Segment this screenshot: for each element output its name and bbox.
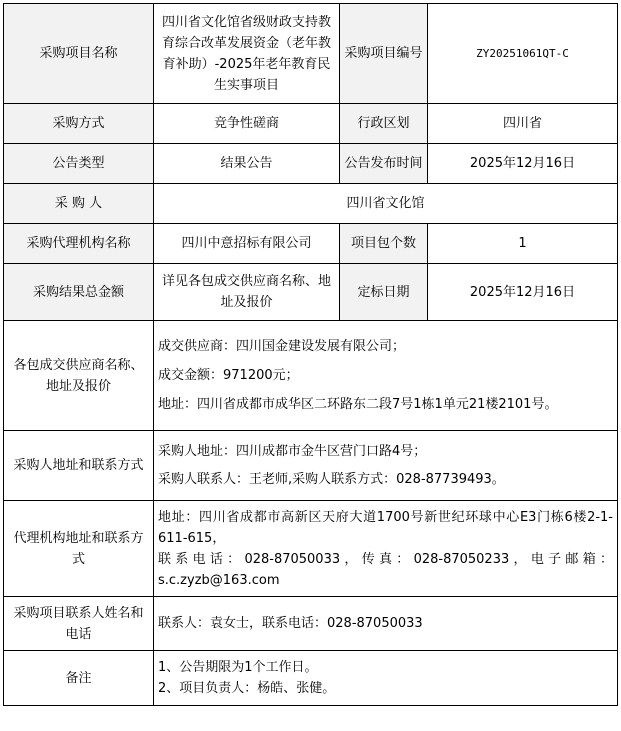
row-agency bbox=[4, 224, 618, 264]
purchaser-contact-label: 采购人地址和联系方式 bbox=[4, 431, 154, 501]
row-remarks bbox=[4, 651, 618, 706]
row-notice-type bbox=[4, 144, 618, 184]
row-method bbox=[4, 104, 618, 144]
region-label: 行政区划 bbox=[340, 104, 428, 144]
agency-contact-label: 代理机构地址和联系方式 bbox=[4, 501, 154, 597]
total-label: 采购结果总金额 bbox=[4, 264, 154, 321]
notice-type-label: 公告类型 bbox=[4, 144, 154, 184]
purchaser-address: 采购人地址：四川成都市金牛区营门口路4号； bbox=[158, 443, 427, 459]
award-date-label: 定标日期 bbox=[340, 264, 428, 321]
agency-phone-fax-email: 联系电话：028-87050033，传真：028-87050233，电子邮箱：s.c.zyzb@163.com bbox=[158, 551, 613, 588]
supplier-amount: 成交金额：971200元； bbox=[158, 368, 299, 383]
row-agency-contact bbox=[4, 501, 618, 597]
total-value: 详见各包成交供应商名称、地址及报价 bbox=[154, 264, 340, 321]
agency-label: 采购代理机构名称 bbox=[4, 224, 154, 264]
supplier-name: 成交供应商：四川国金建设发展有限公司； bbox=[158, 339, 406, 354]
purchaser-phone: 采购人联系人：王老师,采购人联系方式：028-87739493。 bbox=[158, 471, 505, 487]
row-purchaser-contact bbox=[4, 431, 618, 501]
project-name-value: 四川省文化馆省级财政支持教育综合改革发展资金（老年教育补助）-2025年老年教育民生实事项目 bbox=[154, 4, 340, 104]
project-contact-value: 联系人：袁女士，联系电话：028-87050033 bbox=[154, 597, 618, 651]
agency-contact-details bbox=[154, 501, 618, 597]
purchaser-value: 四川省文化馆 bbox=[154, 184, 618, 224]
supplier-label: 各包成交供应商名称、地址及报价 bbox=[4, 321, 154, 431]
procurement-result-table bbox=[3, 3, 618, 706]
award-date-value: 2025年12月16日 bbox=[428, 264, 618, 321]
publish-date-label: 公告发布时间 bbox=[340, 144, 428, 184]
row-purchaser bbox=[4, 184, 618, 224]
supplier-address: 地址：四川省成都市成华区二环路东二段7号1栋1单元21楼2101号。 bbox=[158, 397, 558, 412]
project-code-label: 采购项目编号 bbox=[340, 4, 428, 104]
row-total bbox=[4, 264, 618, 321]
method-label: 采购方式 bbox=[4, 104, 154, 144]
row-supplier bbox=[4, 321, 618, 431]
purchaser-label: 采 购 人 bbox=[4, 184, 154, 224]
project-contact-label: 采购项目联系人姓名和电话 bbox=[4, 597, 154, 651]
supplier-details bbox=[154, 321, 618, 431]
package-count-label: 项目包个数 bbox=[340, 224, 428, 264]
remarks-label: 备注 bbox=[4, 651, 154, 706]
package-count-value: 1 bbox=[428, 224, 618, 264]
agency-value: 四川中意招标有限公司 bbox=[154, 224, 340, 264]
agency-address: 地址：四川省成都市高新区天府大道1700号新世纪环球中心E3门栋6楼2-1-611-615， bbox=[158, 509, 613, 546]
remark-2: 2、项目负责人：杨皓、张健。 bbox=[158, 681, 336, 696]
notice-type-value: 结果公告 bbox=[154, 144, 340, 184]
project-code-value: ZY20251061QT-C bbox=[428, 4, 618, 104]
project-name-label: 采购项目名称 bbox=[4, 4, 154, 104]
remarks-details bbox=[154, 651, 618, 706]
remark-1: 1、公告期限为1个工作日。 bbox=[158, 660, 318, 675]
region-value: 四川省 bbox=[428, 104, 618, 144]
purchaser-contact-details bbox=[154, 431, 618, 501]
row-project-contact bbox=[4, 597, 618, 651]
publish-date-value: 2025年12月16日 bbox=[428, 144, 618, 184]
method-value: 竞争性磋商 bbox=[154, 104, 340, 144]
row-project-name bbox=[4, 4, 618, 104]
